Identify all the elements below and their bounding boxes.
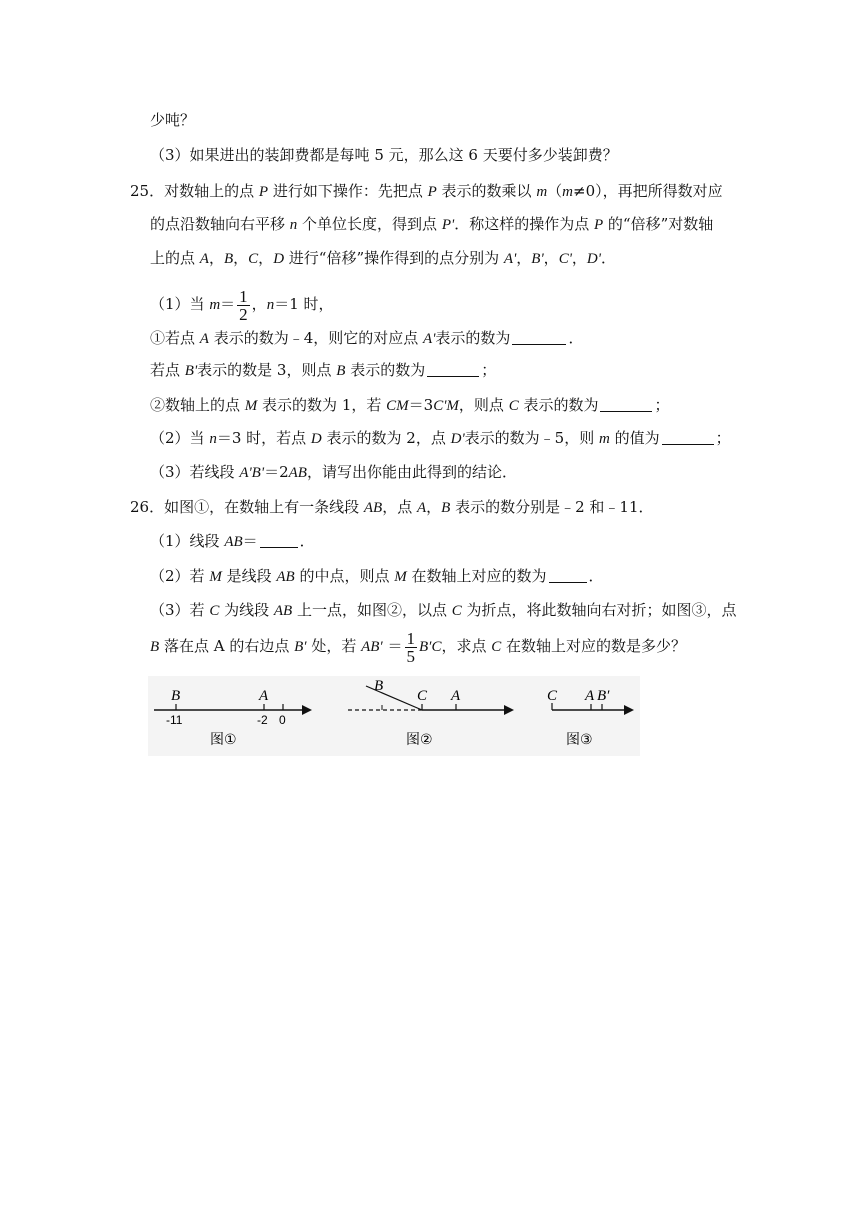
figure-caption: 图② [406,732,433,748]
arrow-head [302,705,312,715]
q26-part2: （2）若 M 是线段 AB 的中点，则点 M 在数轴上对应的数为 ． [150,567,604,585]
q25-intro-line2: 的点沿数轴向右平移 n 个单位长度，得到点 P'．称这样的操作为点 P 的“倍移”对数轴 [150,215,714,233]
label-C: C [547,688,558,704]
tick-label: -2 [257,713,268,727]
label-Bprime: B′ [597,688,610,704]
answer-blank[interactable] [512,330,566,345]
question-number: 25． [130,182,165,200]
figure-2-number-line [344,676,524,756]
label-A: A [259,688,269,704]
q26-part3-cont: B 落在点 A 的右边点 B′ 处，若 AB′ ＝ $\frac{1}{5}$ B′C，求点 C 在数轴上对应的数是多少？ [150,628,687,666]
answer-blank[interactable] [260,533,298,548]
question-number: 26． [130,498,165,516]
figure-caption: 图③ [566,732,593,748]
q25-part1: （1）当 m＝ $\frac{1}{2}$ ，n＝1 时， [150,286,334,324]
figure-caption: 图① [210,732,237,748]
arrow-head [624,705,634,715]
fraction-one-fifth: $\frac{1}{5}$ [406,628,415,666]
tick-label: 0 [279,713,286,727]
q24-continuation: 少吨？ [150,111,196,129]
label-B: B [171,688,181,704]
figure-1-number-line [148,676,318,756]
q26-intro: 26．如图①，在数轴上有一条线段 AB，点 A，B 表示的数分别是﹣2 和﹣11． [130,498,654,516]
q26-part1: （1）线段 AB＝ ． [150,532,315,550]
label-B: B [374,678,384,694]
arrow-head [504,705,514,715]
label-A: A [585,688,595,704]
q24-part3: （3）如果进出的装卸费都是每吨 5 元，那么这 6 天要付多少装卸费？ [150,146,618,164]
q25-sub2: ②数轴上的点 M 表示的数为 1，若 CM＝3C'M，则点 C 表示的数为 ； [150,396,670,414]
answer-blank[interactable] [662,430,714,445]
q25-intro-line3: 上的点 A，B，C，D 进行“倍移”操作得到的点分别为 A'，B'，C'，D'． [150,249,616,267]
answer-blank[interactable] [427,362,479,377]
answer-blank[interactable] [549,568,587,583]
tick-label: -11 [166,713,183,727]
answer-blank[interactable] [600,397,652,412]
q25-part3: （3）若线段 A'B'＝2AB，请写出你能由此得到的结论． [150,463,517,481]
q25-sub1b: 若点 B'表示的数是 3，则点 B 表示的数为 ； [150,361,497,379]
label-C: C [417,688,428,704]
fraction-one-half: $\frac{1}{2}$ [239,286,248,324]
q25-part2: （2）当 n＝3 时，若点 D 表示的数为 2，点 D'表示的数为﹣5，则 m 的值为 ； [150,429,731,447]
q25-sub1: ①若点 A 表示的数为﹣4，则它的对应点 A'表示的数为 ． [150,329,584,347]
q26-part3: （3）若 C 为线段 AB 上一点，如图②，以点 C 为折点，将此数轴向右对折；如图③，点 [150,601,737,619]
label-A: A [451,688,461,704]
figure-3-number-line [544,676,640,756]
q25-intro-line1: 25．对数轴上的点 P 进行如下操作：先把点 P 表示的数乘以 m（m≠0），再把所得数对应 [130,182,723,200]
figures-panel [148,676,640,756]
